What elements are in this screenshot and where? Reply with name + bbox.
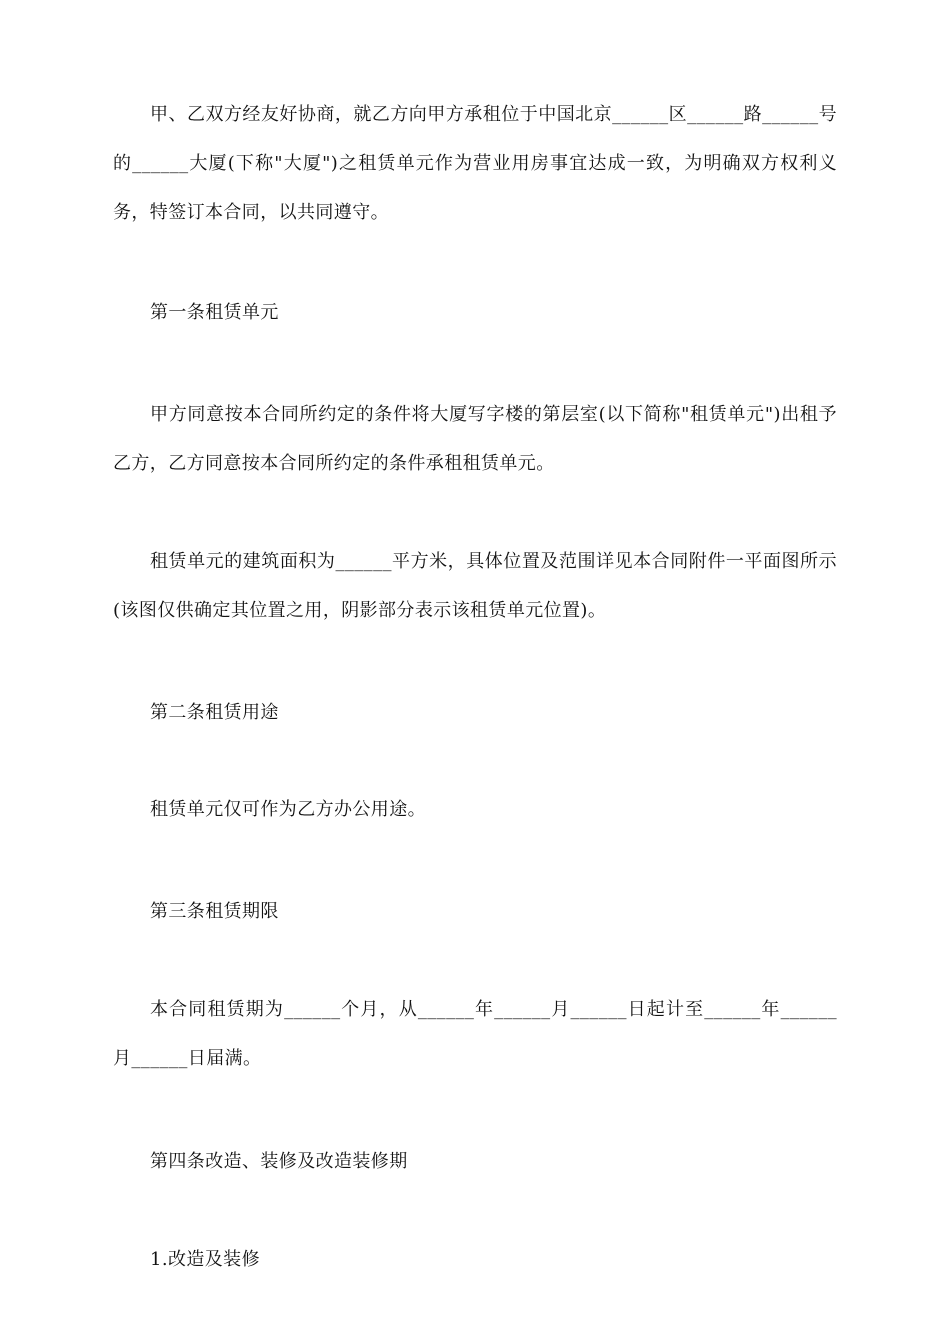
intro-paragraph: 甲、乙双方经友好协商，就乙方向甲方承租位于中国北京______区______路______号的______大厦(下称"大厦")之租赁单元作为营业用房事宜达成一致，为明确双方权利义务，特签订本合同，以共同遵守。 xyxy=(113,104,837,223)
article-2-heading: 第二条租赁用途 xyxy=(150,702,279,723)
article-2-paragraph-1: 租赁单元仅可作为乙方办公用途。 xyxy=(150,799,426,820)
article-1-paragraph-1: 甲方同意按本合同所约定的条件将大厦写字楼的第层室(以下简称"租赁单元")出租予乙方，乙方同意按本合同所约定的条件承租租赁单元。 xyxy=(113,404,837,474)
article-1-paragraph-2: 租赁单元的建筑面积为______平方米，具体位置及范围详见本合同附件一平面图所示(该图仅供确定其位置之用，阴影部分表示该租赁单元位置)。 xyxy=(113,551,837,621)
article-1-heading: 第一条租赁单元 xyxy=(150,302,279,323)
article-3-heading: 第三条租赁期限 xyxy=(150,901,279,922)
article-4-item-1: 1.改造及装修 xyxy=(150,1249,260,1270)
article-3-paragraph-1: 本合同租赁期为______个月，从______年______月______日起计至______年______月______日届满。 xyxy=(113,999,837,1069)
article-4-heading: 第四条改造、装修及改造装修期 xyxy=(150,1151,408,1172)
